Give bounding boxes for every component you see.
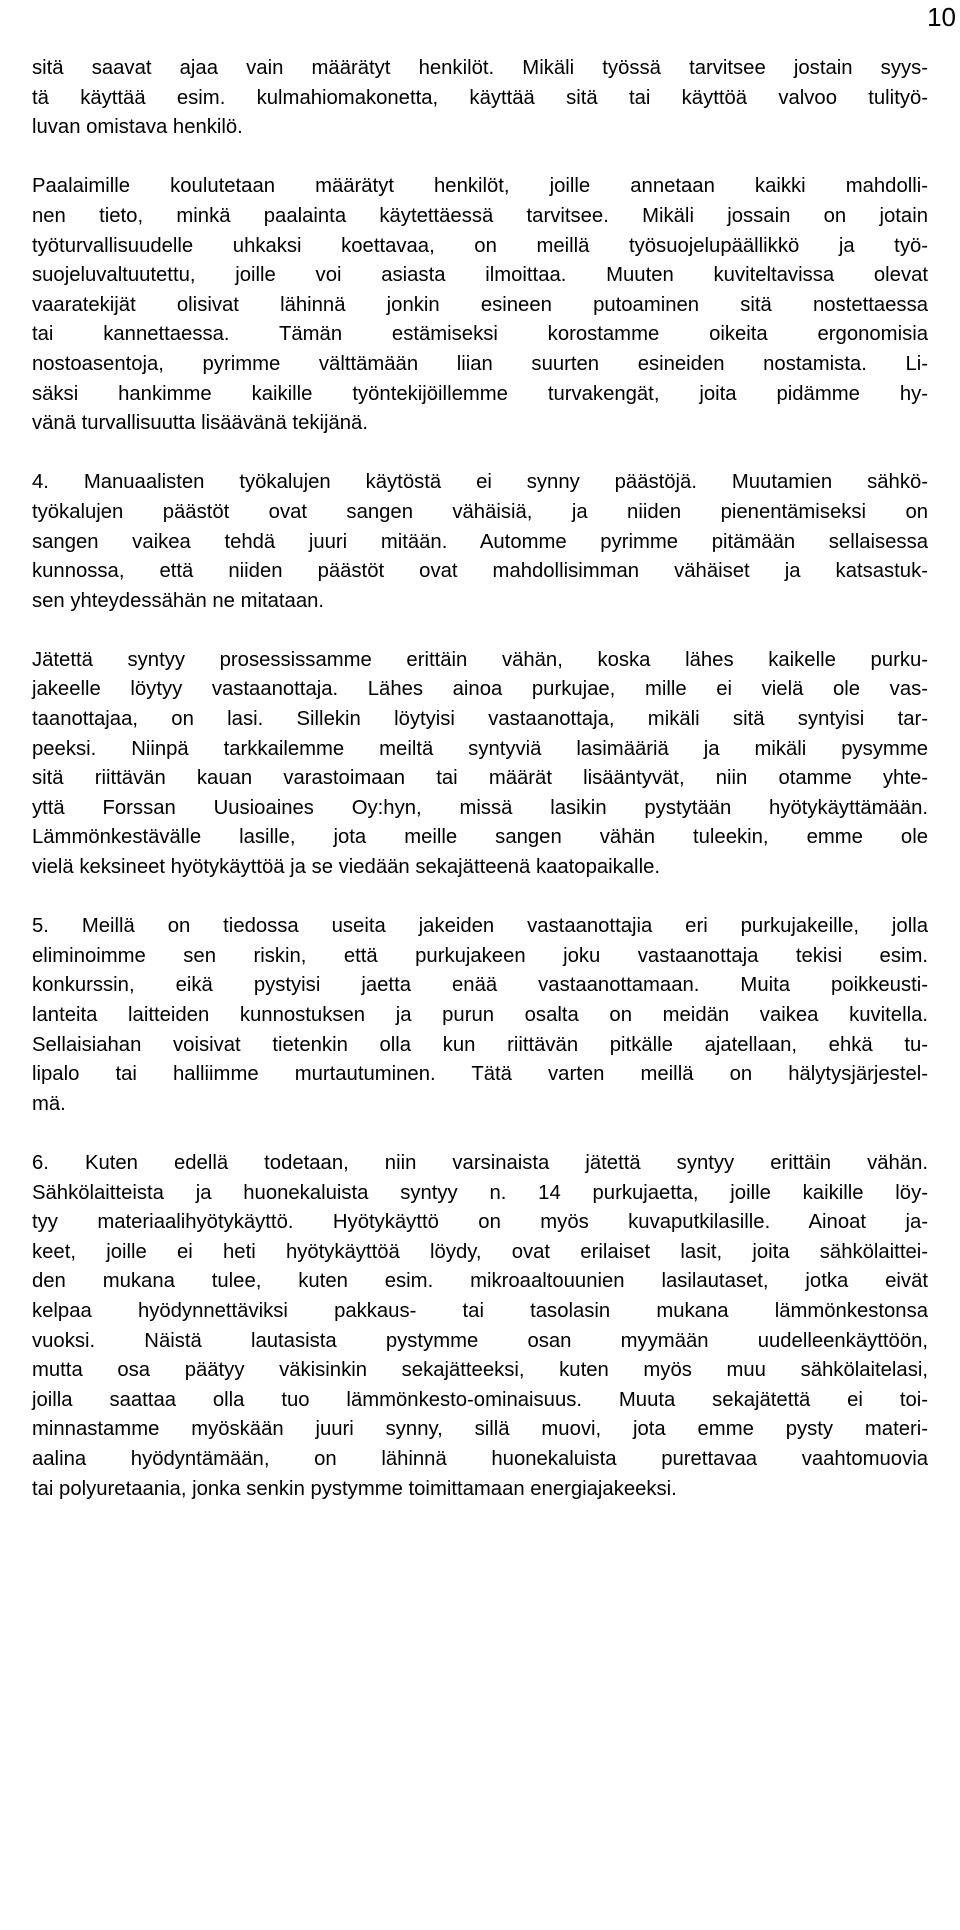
text-line: Paalaimille koulutetaan määrätyt henkilöt, joille annetaan kaikki mahdolli- [32,175,928,198]
text-line: Sellaisiahan voisivat tietenkin olla kun riittävän pitkälle ajatellaan, ehkä tu- [32,1033,928,1056]
text-line: nostoasentoja, pyrimme välttämään liian suurten esineiden nostamista. Li- [32,352,928,375]
text-line: eliminoimme sen riskin, että purkujakeen joku vastaanottaja tekisi esim. [32,944,928,967]
text-line: sangen vaikea tehdä juuri mitään. Automme pyrimme pitämään sellaisessa [32,530,928,553]
text-line: yttä Forssan Uusioaines Oy:hyn, missä lasikin pystytään hyötykäyttämään. [32,796,928,819]
text-line: joilla saattaa olla tuo lämmönkesto-ominaisuus. Muuta sekajätettä ei toi- [32,1388,928,1411]
text-line: vänä turvallisuutta lisäävänä tekijänä. [32,412,368,435]
text-line: mä. [32,1092,66,1115]
text-line: lipalo tai halliimme murtautuminen. Tätä varten meillä on hälytysjärjestel- [32,1063,928,1086]
text-line: tai polyuretaania, jonka senkin pystymme toimittamaan energiajakeeksi. [32,1477,677,1500]
text-line: sitä riittävän kauan varastoimaan tai määrät lisääntyvät, niin otamme yhte- [32,767,928,790]
text-line: vaaratekijät olisivat lähinnä jonkin esineen putoaminen sitä nostettaessa [32,293,928,316]
text-line: minnastamme myöskään juuri synny, sillä muovi, jota emme pysty materi- [32,1418,928,1441]
text-line: tä käyttää esim. kulmahiomakonetta, käyttää sitä tai käyttöä valvoo tulityö- [32,86,928,109]
paragraph-3 [32,468,928,616]
text-line: vuoksi. Näistä lautasista pystymme osan myymään uudelleenkäyttöön, [32,1329,928,1352]
text-line: 6. Kuten edellä todetaan, niin varsinaista jätettä syntyy erittäin vähän. [32,1151,928,1174]
text-line: sen yhteydessähän ne mitataan. [32,589,325,612]
text-line: luvan omistava henkilö. [32,116,243,139]
text-line: työturvallisuudelle uhkaksi koettavaa, on meillä työsuojelupäällikkö ja työ- [32,234,928,257]
text-line: Jätettä syntyy prosessissamme erittäin vähän, koska lähes kaikelle purku- [32,648,928,671]
text-line: 5. Meillä on tiedossa useita jakeiden vastaanottajia eri purkujakeille, jolla [32,915,928,938]
text-line: konkurssin, eikä pystyisi jaetta enää vastaanottamaan. Muita poikkeusti- [32,974,928,997]
paragraph-5 [32,912,928,1119]
text-line: suojeluvaltuutettu, joille voi asiasta ilmoittaa. Muuten kuviteltavissa olevat [32,264,928,287]
text-line: tyy materiaalihyötykäyttö. Hyötykäyttö on myös kuvaputkilasille. Ainoat ja- [32,1211,928,1234]
paragraph-6 [32,1149,928,1504]
text-line: taanottajaa, on lasi. Sillekin löytyisi vastaanottaja, mikäli sitä syntyisi tar- [32,708,928,731]
text-line: 4. Manuaalisten työkalujen käytöstä ei synny päästöjä. Muutamien sähkö- [32,471,928,494]
text-line: keet, joille ei heti hyötykäyttöä löydy, ovat erilaiset lasit, joita sähkölaittei- [32,1240,928,1263]
paragraph-2 [32,172,928,438]
document-body [32,54,928,1534]
text-line: aalina hyödyntämään, on lähinnä huonekaluista purettavaa vaahtomuovia [32,1447,928,1470]
text-line: peeksi. Niinpä tarkkailemme meiltä syntyviä lasimääriä ja mikäli pysymme [32,737,928,760]
text-line: Lämmönkestävälle lasille, jota meille sangen vähän tuleekin, emme ole [32,826,928,849]
text-line: jakeelle löytyy vastaanottaja. Lähes ainoa purkujae, mille ei vielä ole vas- [32,678,928,701]
text-line: työkalujen päästöt ovat sangen vähäisiä, ja niiden pienentämiseksi on [32,500,928,523]
text-line: kelpaa hyödynnettäviksi pakkaus- tai tasolasin mukana lämmönkestonsa [32,1299,928,1322]
paragraph-4 [32,646,928,883]
text-line: vielä keksineet hyötykäyttöä ja se viedään sekajätteenä kaatopaikalle. [32,856,660,879]
text-line: kunnossa, että niiden päästöt ovat mahdollisimman vähäiset ja katsastuk- [32,560,928,583]
text-line: nen tieto, minkä paalainta käytettäessä tarvitsee. Mikäli jossain on jotain [32,204,928,227]
text-line: tai kannettaessa. Tämän estämiseksi korostamme oikeita ergonomisia [32,323,928,346]
text-line: säksi hankimme kaikille työntekijöillemme turvakengät, joita pidämme hy- [32,382,928,405]
page-number: 10 [927,2,956,32]
text-line: den mukana tulee, kuten esim. mikroaaltouunien lasilautaset, jotka eivät [32,1270,928,1293]
paragraph-1 [32,54,928,143]
text-line: lanteita laitteiden kunnostuksen ja purun osalta on meidän vaikea kuvitella. [32,1004,928,1026]
text-line: sitä saavat ajaa vain määrätyt henkilöt. Mikäli työssä tarvitsee jostain syys- [32,57,928,79]
text-line: mutta osa päätyy väkisinkin sekajätteeksi, kuten myös muu sähkölaitelasi, [32,1359,928,1382]
text-line: Sähkölaitteista ja huonekaluista syntyy n. 14 purkujaetta, joille kaikille löy- [32,1181,928,1204]
